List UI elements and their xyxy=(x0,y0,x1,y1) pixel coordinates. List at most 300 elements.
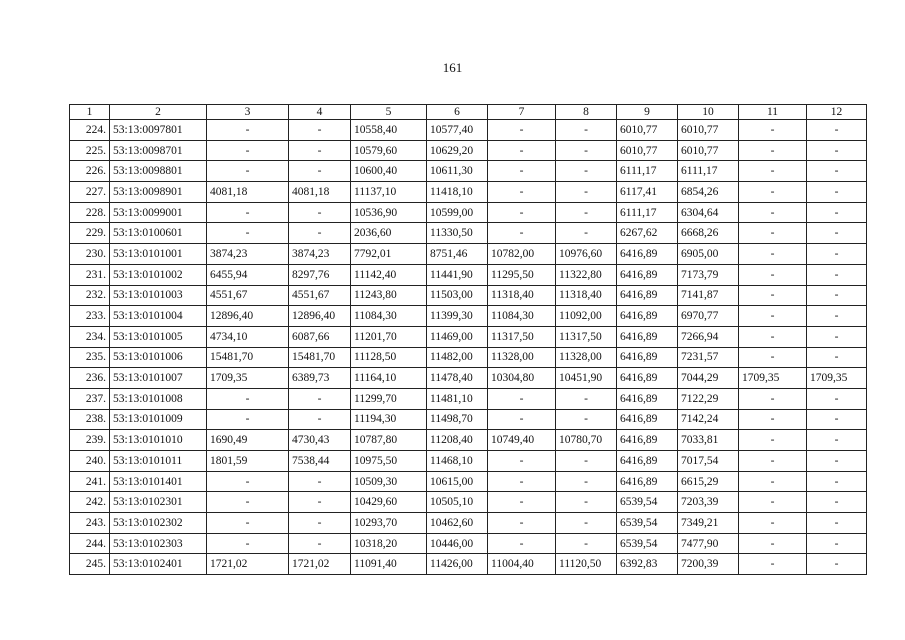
table-cell-col-7: 11295,50 xyxy=(488,264,556,285)
table-cell-col-3: 3874,23 xyxy=(207,244,289,265)
table-cell-col-4: - xyxy=(289,223,351,244)
table-cell-col-3: - xyxy=(207,223,289,244)
table-cell-col-5: 11084,30 xyxy=(351,306,427,327)
table-cell-col-2: 53:13:0101005 xyxy=(110,326,207,347)
table-cell-col-3: - xyxy=(207,161,289,182)
table-cell-col-8: 11317,50 xyxy=(556,326,617,347)
table-cell-col-11: - xyxy=(739,471,807,492)
table-cell-col-11: - xyxy=(739,202,807,223)
table-cell-col-9: 6416,89 xyxy=(617,285,678,306)
table-cell-col-2: 53:13:0098901 xyxy=(110,182,207,203)
table-cell-col-10: 7203,39 xyxy=(678,492,739,513)
table-cell-col-4: - xyxy=(289,513,351,534)
table-cell-col-10: 7141,87 xyxy=(678,285,739,306)
table-cell-col-4: - xyxy=(289,388,351,409)
table-cell-col-3: 12896,40 xyxy=(207,306,289,327)
table-cell-col-12: - xyxy=(807,326,867,347)
table-row xyxy=(70,202,867,223)
table-cell-col-12: - xyxy=(807,161,867,182)
table-cell-col-8: - xyxy=(556,492,617,513)
table-row xyxy=(70,161,867,182)
table-cell-col-1: 239. xyxy=(70,430,110,451)
table-cell-col-1: 229. xyxy=(70,223,110,244)
column-header-2: 2 xyxy=(110,105,207,120)
table-cell-col-6: 11208,40 xyxy=(427,430,488,451)
table-cell-col-12: - xyxy=(807,285,867,306)
table-cell-col-9: 6416,89 xyxy=(617,326,678,347)
table-cell-col-2: 53:13:0102302 xyxy=(110,513,207,534)
column-header-5: 5 xyxy=(351,105,427,120)
table-row xyxy=(70,388,867,409)
table-row xyxy=(70,513,867,534)
table-cell-col-4: - xyxy=(289,492,351,513)
table-cell-col-12: - xyxy=(807,244,867,265)
table-cell-col-6: 11399,30 xyxy=(427,306,488,327)
table-cell-col-3: - xyxy=(207,202,289,223)
table-cell-col-3: 4081,18 xyxy=(207,182,289,203)
table-cell-col-9: 6416,89 xyxy=(617,264,678,285)
table-cell-col-6: 11468,10 xyxy=(427,451,488,472)
table-cell-col-6: 11478,40 xyxy=(427,368,488,389)
table-cell-col-3: - xyxy=(207,388,289,409)
table-cell-col-5: 11142,40 xyxy=(351,264,427,285)
table-cell-col-2: 53:13:0101008 xyxy=(110,388,207,409)
table-cell-col-11: - xyxy=(739,554,807,575)
table-cell-col-3: - xyxy=(207,409,289,430)
table-cell-col-5: 10509,30 xyxy=(351,471,427,492)
table-cell-col-1: 227. xyxy=(70,182,110,203)
table-cell-col-5: 10318,20 xyxy=(351,533,427,554)
table-cell-col-3: 6455,94 xyxy=(207,264,289,285)
table-cell-col-7: - xyxy=(488,409,556,430)
table-cell-col-12: - xyxy=(807,182,867,203)
table-cell-col-6: 8751,46 xyxy=(427,244,488,265)
table-cell-col-6: 11482,00 xyxy=(427,347,488,368)
table-cell-col-7: - xyxy=(488,161,556,182)
table-cell-col-9: 6111,17 xyxy=(617,202,678,223)
table-cell-col-11: 1709,35 xyxy=(739,368,807,389)
table-cell-col-7: - xyxy=(488,182,556,203)
table-cell-col-8: - xyxy=(556,223,617,244)
table-cell-col-1: 243. xyxy=(70,513,110,534)
table-cell-col-5: 11243,80 xyxy=(351,285,427,306)
table-cell-col-12: - xyxy=(807,264,867,285)
table-cell-col-12: - xyxy=(807,430,867,451)
table-cell-col-6: 10611,30 xyxy=(427,161,488,182)
table-cell-col-11: - xyxy=(739,244,807,265)
table-cell-col-1: 224. xyxy=(70,120,110,141)
table-cell-col-11: - xyxy=(739,285,807,306)
table-cell-col-10: 7017,54 xyxy=(678,451,739,472)
table-cell-col-7: - xyxy=(488,120,556,141)
table-cell-col-11: - xyxy=(739,161,807,182)
table-cell-col-4: 4730,43 xyxy=(289,430,351,451)
table-cell-col-2: 53:13:0098801 xyxy=(110,161,207,182)
table-cell-col-4: 8297,76 xyxy=(289,264,351,285)
table-cell-col-4: 3874,23 xyxy=(289,244,351,265)
table-row xyxy=(70,264,867,285)
table-cell-col-8: - xyxy=(556,161,617,182)
table-cell-col-6: 11469,00 xyxy=(427,326,488,347)
table-cell-col-11: - xyxy=(739,388,807,409)
table-cell-col-10: 7122,29 xyxy=(678,388,739,409)
table-cell-col-4: - xyxy=(289,533,351,554)
table-row xyxy=(70,140,867,161)
column-header-4: 4 xyxy=(289,105,351,120)
table-cell-col-2: 53:13:0101007 xyxy=(110,368,207,389)
table-cell-col-5: 11137,10 xyxy=(351,182,427,203)
table-cell-col-10: 7044,29 xyxy=(678,368,739,389)
table-cell-col-4: - xyxy=(289,120,351,141)
table-cell-col-11: - xyxy=(739,533,807,554)
table-cell-col-11: - xyxy=(739,264,807,285)
table-cell-col-8: 10976,60 xyxy=(556,244,617,265)
table-cell-col-7: 11328,00 xyxy=(488,347,556,368)
column-header-9: 9 xyxy=(617,105,678,120)
table-cell-col-3: 4551,67 xyxy=(207,285,289,306)
table-cell-col-2: 53:13:0100601 xyxy=(110,223,207,244)
table-cell-col-6: 10446,00 xyxy=(427,533,488,554)
table-cell-col-2: 53:13:0101002 xyxy=(110,264,207,285)
table-cell-col-10: 7173,79 xyxy=(678,264,739,285)
table-cell-col-1: 225. xyxy=(70,140,110,161)
table-cell-col-12: - xyxy=(807,471,867,492)
table-cell-col-3: - xyxy=(207,492,289,513)
table-cell-col-8: - xyxy=(556,120,617,141)
table-cell-col-10: 7231,57 xyxy=(678,347,739,368)
table-cell-col-9: 6117,41 xyxy=(617,182,678,203)
table-cell-col-3: 1801,59 xyxy=(207,451,289,472)
table-cell-col-8: - xyxy=(556,451,617,472)
table-cell-col-1: 232. xyxy=(70,285,110,306)
table-cell-col-11: - xyxy=(739,492,807,513)
column-header-12: 12 xyxy=(807,105,867,120)
table-cell-col-3: 1721,02 xyxy=(207,554,289,575)
table-cell-col-11: - xyxy=(739,306,807,327)
table-cell-col-12: 1709,35 xyxy=(807,368,867,389)
table-cell-col-7: 11318,40 xyxy=(488,285,556,306)
table-cell-col-2: 53:13:0102303 xyxy=(110,533,207,554)
table-cell-col-11: - xyxy=(739,223,807,244)
table-cell-col-1: 242. xyxy=(70,492,110,513)
table-cell-col-10: 6668,26 xyxy=(678,223,739,244)
table-cell-col-1: 237. xyxy=(70,388,110,409)
table-cell-col-7: 10304,80 xyxy=(488,368,556,389)
table-cell-col-8: - xyxy=(556,182,617,203)
table-cell-col-8: - xyxy=(556,140,617,161)
table-cell-col-5: 11128,50 xyxy=(351,347,427,368)
table-cell-col-6: 11498,70 xyxy=(427,409,488,430)
table-cell-col-10: 7033,81 xyxy=(678,430,739,451)
table-cell-col-10: 7200,39 xyxy=(678,554,739,575)
table-cell-col-3: 1709,35 xyxy=(207,368,289,389)
table-cell-col-4: 6389,73 xyxy=(289,368,351,389)
table-row xyxy=(70,182,867,203)
table-cell-col-5: 10558,40 xyxy=(351,120,427,141)
table-cell-col-6: 11426,00 xyxy=(427,554,488,575)
table-cell-col-8: 10451,90 xyxy=(556,368,617,389)
table-row xyxy=(70,409,867,430)
table-body xyxy=(70,120,867,575)
table-cell-col-11: - xyxy=(739,409,807,430)
table-cell-col-7: - xyxy=(488,388,556,409)
table-cell-col-12: - xyxy=(807,120,867,141)
table-cell-col-8: 11120,50 xyxy=(556,554,617,575)
table-cell-col-9: 6539,54 xyxy=(617,492,678,513)
table-cell-col-9: 6416,89 xyxy=(617,388,678,409)
table-cell-col-7: 10749,40 xyxy=(488,430,556,451)
table-cell-col-10: 6111,17 xyxy=(678,161,739,182)
column-header-7: 7 xyxy=(488,105,556,120)
table-cell-col-6: 11418,10 xyxy=(427,182,488,203)
table-cell-col-3: - xyxy=(207,140,289,161)
table-cell-col-12: - xyxy=(807,223,867,244)
table-cell-col-11: - xyxy=(739,347,807,368)
table-cell-col-7: - xyxy=(488,140,556,161)
table-cell-col-4: 4081,18 xyxy=(289,182,351,203)
table-cell-col-10: 7349,21 xyxy=(678,513,739,534)
table-cell-col-2: 53:13:0101401 xyxy=(110,471,207,492)
table-cell-col-6: 10462,60 xyxy=(427,513,488,534)
table-cell-col-12: - xyxy=(807,513,867,534)
table-cell-col-1: 236. xyxy=(70,368,110,389)
table-row xyxy=(70,368,867,389)
table-cell-col-6: 11441,90 xyxy=(427,264,488,285)
table-cell-col-5: 2036,60 xyxy=(351,223,427,244)
table-cell-col-8: 10780,70 xyxy=(556,430,617,451)
column-header-1: 1 xyxy=(70,105,110,120)
table-cell-col-2: 53:13:0097801 xyxy=(110,120,207,141)
table-cell-col-9: 6267,62 xyxy=(617,223,678,244)
table-cell-col-2: 53:13:0101010 xyxy=(110,430,207,451)
table-cell-col-2: 53:13:0102401 xyxy=(110,554,207,575)
table-cell-col-11: - xyxy=(739,326,807,347)
page-number: 161 xyxy=(442,60,463,75)
table-cell-col-6: 10577,40 xyxy=(427,120,488,141)
table-cell-col-2: 53:13:0102301 xyxy=(110,492,207,513)
table-row xyxy=(70,244,867,265)
table-cell-col-3: 1690,49 xyxy=(207,430,289,451)
table-cell-col-8: 11322,80 xyxy=(556,264,617,285)
table-cell-col-8: - xyxy=(556,533,617,554)
table-cell-col-7: 11084,30 xyxy=(488,306,556,327)
table-cell-col-11: - xyxy=(739,513,807,534)
table-cell-col-2: 53:13:0098701 xyxy=(110,140,207,161)
table-cell-col-8: - xyxy=(556,202,617,223)
table-cell-col-2: 53:13:0101011 xyxy=(110,451,207,472)
table-cell-col-8: - xyxy=(556,409,617,430)
table-cell-col-9: 6416,89 xyxy=(617,347,678,368)
table-cell-col-2: 53:13:0101009 xyxy=(110,409,207,430)
table-cell-col-11: - xyxy=(739,451,807,472)
table-cell-col-8: 11318,40 xyxy=(556,285,617,306)
table-cell-col-5: 11164,10 xyxy=(351,368,427,389)
table-cell-col-6: 10599,00 xyxy=(427,202,488,223)
table-cell-col-9: 6416,89 xyxy=(617,409,678,430)
table-row xyxy=(70,347,867,368)
table-cell-col-7: - xyxy=(488,471,556,492)
column-header-8: 8 xyxy=(556,105,617,120)
table-cell-col-9: 6010,77 xyxy=(617,140,678,161)
table-cell-col-12: - xyxy=(807,140,867,161)
table-cell-col-12: - xyxy=(807,451,867,472)
table-cell-col-9: 6539,54 xyxy=(617,533,678,554)
table-cell-col-5: 10429,60 xyxy=(351,492,427,513)
table-cell-col-7: - xyxy=(488,533,556,554)
table-cell-col-1: 228. xyxy=(70,202,110,223)
table-cell-col-9: 6416,89 xyxy=(617,430,678,451)
table-cell-col-1: 231. xyxy=(70,264,110,285)
table-row xyxy=(70,533,867,554)
table-cell-col-6: 11481,10 xyxy=(427,388,488,409)
table-cell-col-9: 6111,17 xyxy=(617,161,678,182)
table-cell-col-1: 241. xyxy=(70,471,110,492)
table-cell-col-5: 10579,60 xyxy=(351,140,427,161)
table-cell-col-8: 11092,00 xyxy=(556,306,617,327)
table-cell-col-1: 234. xyxy=(70,326,110,347)
table-cell-col-2: 53:13:0101006 xyxy=(110,347,207,368)
table-row xyxy=(70,451,867,472)
table-cell-col-10: 6905,00 xyxy=(678,244,739,265)
table-cell-col-12: - xyxy=(807,388,867,409)
table-row xyxy=(70,554,867,575)
table-cell-col-7: 11004,40 xyxy=(488,554,556,575)
table-cell-col-5: 10975,50 xyxy=(351,451,427,472)
table-cell-col-11: - xyxy=(739,182,807,203)
table-cell-col-12: - xyxy=(807,409,867,430)
table-row xyxy=(70,223,867,244)
table-cell-col-6: 10629,20 xyxy=(427,140,488,161)
table-cell-col-7: 11317,50 xyxy=(488,326,556,347)
table-cell-col-1: 240. xyxy=(70,451,110,472)
table-cell-col-7: - xyxy=(488,451,556,472)
table-cell-col-12: - xyxy=(807,202,867,223)
table-cell-col-10: 6854,26 xyxy=(678,182,739,203)
table-cell-col-10: 6615,29 xyxy=(678,471,739,492)
table-cell-col-5: 11194,30 xyxy=(351,409,427,430)
table-cell-col-5: 10293,70 xyxy=(351,513,427,534)
table-cell-col-10: 7266,94 xyxy=(678,326,739,347)
table-cell-col-9: 6416,89 xyxy=(617,306,678,327)
table-cell-col-7: - xyxy=(488,223,556,244)
table-cell-col-8: - xyxy=(556,471,617,492)
table-cell-col-12: - xyxy=(807,347,867,368)
table-cell-col-7: - xyxy=(488,202,556,223)
table-cell-col-2: 53:13:0101001 xyxy=(110,244,207,265)
table-cell-col-9: 6416,89 xyxy=(617,471,678,492)
table-cell-col-3: - xyxy=(207,471,289,492)
table-cell-col-8: - xyxy=(556,513,617,534)
table-cell-col-3: 4734,10 xyxy=(207,326,289,347)
table-cell-col-12: - xyxy=(807,533,867,554)
table-cell-col-10: 7477,90 xyxy=(678,533,739,554)
header-row xyxy=(70,105,867,120)
table-cell-col-7: 10782,00 xyxy=(488,244,556,265)
table-cell-col-1: 235. xyxy=(70,347,110,368)
table-cell-col-11: - xyxy=(739,430,807,451)
table-cell-col-4: - xyxy=(289,409,351,430)
table-cell-col-3: - xyxy=(207,533,289,554)
table-cell-col-3: - xyxy=(207,120,289,141)
table-cell-col-4: 6087,66 xyxy=(289,326,351,347)
table-cell-col-2: 53:13:0101003 xyxy=(110,285,207,306)
table-cell-col-8: - xyxy=(556,388,617,409)
column-header-11: 11 xyxy=(739,105,807,120)
table-cell-col-4: 7538,44 xyxy=(289,451,351,472)
table-cell-col-9: 6539,54 xyxy=(617,513,678,534)
table-cell-col-4: - xyxy=(289,140,351,161)
table-row xyxy=(70,471,867,492)
table-cell-col-4: 15481,70 xyxy=(289,347,351,368)
data-table xyxy=(69,104,867,575)
table-cell-col-9: 6416,89 xyxy=(617,368,678,389)
table-cell-col-5: 10536,90 xyxy=(351,202,427,223)
table-cell-col-4: 4551,67 xyxy=(289,285,351,306)
table-cell-col-6: 10615,00 xyxy=(427,471,488,492)
table-cell-col-7: - xyxy=(488,513,556,534)
table-cell-col-6: 11330,50 xyxy=(427,223,488,244)
table-cell-col-6: 11503,00 xyxy=(427,285,488,306)
table-cell-col-11: - xyxy=(739,140,807,161)
table-cell-col-12: - xyxy=(807,554,867,575)
table-cell-col-12: - xyxy=(807,492,867,513)
table-cell-col-9: 6416,89 xyxy=(617,244,678,265)
column-header-6: 6 xyxy=(427,105,488,120)
table-cell-col-1: 245. xyxy=(70,554,110,575)
table-cell-col-5: 11091,40 xyxy=(351,554,427,575)
table-cell-col-1: 230. xyxy=(70,244,110,265)
column-header-10: 10 xyxy=(678,105,739,120)
table-cell-col-5: 10600,40 xyxy=(351,161,427,182)
table-cell-col-9: 6416,89 xyxy=(617,451,678,472)
table-cell-col-4: - xyxy=(289,202,351,223)
table-cell-col-4: - xyxy=(289,471,351,492)
table-row xyxy=(70,492,867,513)
table-cell-col-5: 10787,80 xyxy=(351,430,427,451)
table-cell-col-10: 6304,64 xyxy=(678,202,739,223)
table-cell-col-9: 6010,77 xyxy=(617,120,678,141)
table-cell-col-5: 11299,70 xyxy=(351,388,427,409)
table-cell-col-1: 226. xyxy=(70,161,110,182)
table-cell-col-10: 6010,77 xyxy=(678,120,739,141)
table-cell-col-4: - xyxy=(289,161,351,182)
table-cell-col-10: 6970,77 xyxy=(678,306,739,327)
table-cell-col-4: 12896,40 xyxy=(289,306,351,327)
table-cell-col-11: - xyxy=(739,120,807,141)
table-cell-col-10: 6010,77 xyxy=(678,140,739,161)
table-cell-col-2: 53:13:0101004 xyxy=(110,306,207,327)
table-cell-col-1: 233. xyxy=(70,306,110,327)
table-cell-col-12: - xyxy=(807,306,867,327)
table-cell-col-2: 53:13:0099001 xyxy=(110,202,207,223)
table-row xyxy=(70,326,867,347)
table-row xyxy=(70,285,867,306)
table-cell-col-3: 15481,70 xyxy=(207,347,289,368)
table-row xyxy=(70,120,867,141)
table-row xyxy=(70,306,867,327)
table-cell-col-4: 1721,02 xyxy=(289,554,351,575)
table-cell-col-5: 11201,70 xyxy=(351,326,427,347)
table-row xyxy=(70,430,867,451)
table-cell-col-1: 244. xyxy=(70,533,110,554)
table-cell-col-9: 6392,83 xyxy=(617,554,678,575)
table-cell-col-8: 11328,00 xyxy=(556,347,617,368)
column-header-3: 3 xyxy=(207,105,289,120)
table-cell-col-3: - xyxy=(207,513,289,534)
table-cell-col-1: 238. xyxy=(70,409,110,430)
table-cell-col-7: - xyxy=(488,492,556,513)
table-cell-col-10: 7142,24 xyxy=(678,409,739,430)
